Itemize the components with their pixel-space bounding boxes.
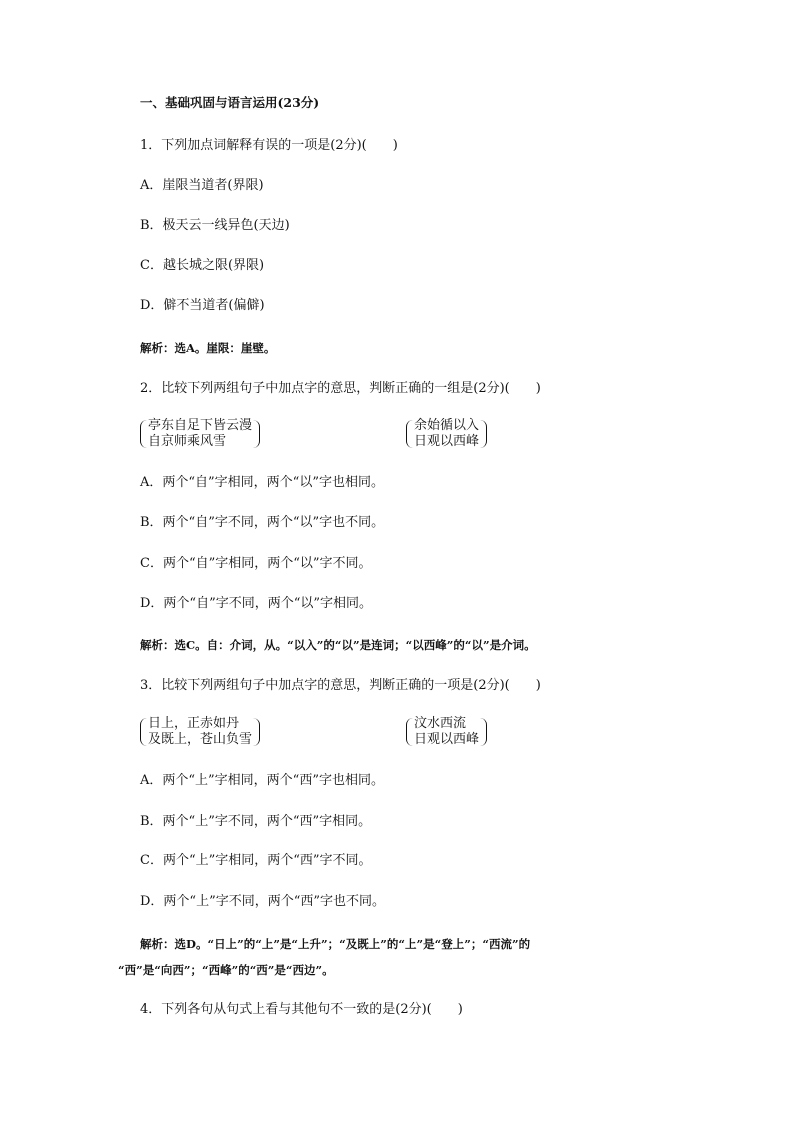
section-title: 一、基础巩固与语言运用(23分) bbox=[140, 95, 320, 110]
q2-option-b: B．两个“自”字不同，两个“以”字也不同。 bbox=[140, 515, 385, 530]
q3-pair-left bbox=[140, 716, 260, 748]
q3-analysis-line1: 解析：选D。“日上”的“上”是“上升”；“及既上”的“上”是“登上”；“西流”的 bbox=[140, 937, 531, 951]
q2-stem: 2．比较下列两组句子中加点字的意思，判断正确的一组是(2分)( ) bbox=[140, 381, 541, 396]
q1-option-b: B．极天云一线异色(天边) bbox=[140, 218, 290, 233]
left-brace bbox=[406, 420, 413, 448]
q2-analysis: 解析：选C。自：介词，从。“以入”的“以”是连词；“以西峰”的“以”是介词。 bbox=[140, 638, 536, 652]
q3-option-d: D．两个“上”字不同，两个“西”字也不同。 bbox=[140, 894, 386, 909]
left-brace bbox=[140, 420, 147, 448]
q3-pair-right-line1: 汶水西流 bbox=[414, 716, 467, 731]
q2-pair-right-line1: 余始循以入 bbox=[414, 418, 480, 433]
q2-option-d: D．两个“自”字不同，两个“以”字相同。 bbox=[140, 596, 373, 611]
q3-pair-left-line2: 及既上，苍山负雪 bbox=[148, 732, 253, 747]
q3-pair-right-line2: 日观以西峰 bbox=[414, 732, 480, 747]
q1-option-a: A．崖限当道者(界限) bbox=[140, 178, 264, 193]
q2-pair-left bbox=[140, 418, 260, 450]
q3-pair-left-line1: 日上，正赤如丹 bbox=[148, 716, 240, 731]
q2-option-a: A．两个“自”字相同，两个“以”字也相同。 bbox=[140, 475, 384, 490]
q3-option-a: A．两个“上”字相同，两个“西”字也相同。 bbox=[140, 773, 384, 788]
right-brace bbox=[480, 420, 487, 448]
q2-pair-right-line2: 日观以西峰 bbox=[414, 434, 480, 449]
q1-option-d: D．僻不当道者(偏僻) bbox=[140, 298, 265, 313]
q4-stem: 4．下列各句从句式上看与其他句不一致的是(2分)( ) bbox=[140, 1002, 463, 1017]
q1-analysis: 解析：选A。崖限：崖壁。 bbox=[140, 341, 276, 355]
q1-option-c: C．越长城之限(界限) bbox=[140, 258, 265, 273]
q2-pair-right bbox=[406, 418, 487, 450]
q3-stem: 3．比较下列两组句子中加点字的意思，判断正确的一项是(2分)( ) bbox=[140, 678, 541, 693]
q3-option-c: C．两个“上”字相同，两个“西”字不同。 bbox=[140, 853, 372, 868]
left-brace bbox=[140, 718, 147, 746]
left-brace bbox=[406, 718, 413, 746]
right-brace bbox=[253, 718, 260, 746]
q2-option-c: C．两个“自”字相同，两个“以”字不同。 bbox=[140, 556, 372, 571]
q3-option-b: B．两个“上”字不同，两个“西”字相同。 bbox=[140, 814, 372, 829]
q2-pair-left-line2: 自京师乘风雪 bbox=[148, 434, 227, 449]
q3-pair-right bbox=[406, 716, 487, 748]
q2-pair-left-line1: 亭东自足下皆云漫 bbox=[148, 418, 253, 433]
right-brace bbox=[480, 718, 487, 746]
q3-analysis-line2: “西”是“向西”；“西峰”的“西”是“西边”。 bbox=[118, 963, 334, 977]
q1-stem: 1．下列加点词解释有误的一项是(2分)( ) bbox=[140, 138, 398, 153]
right-brace bbox=[253, 420, 260, 448]
